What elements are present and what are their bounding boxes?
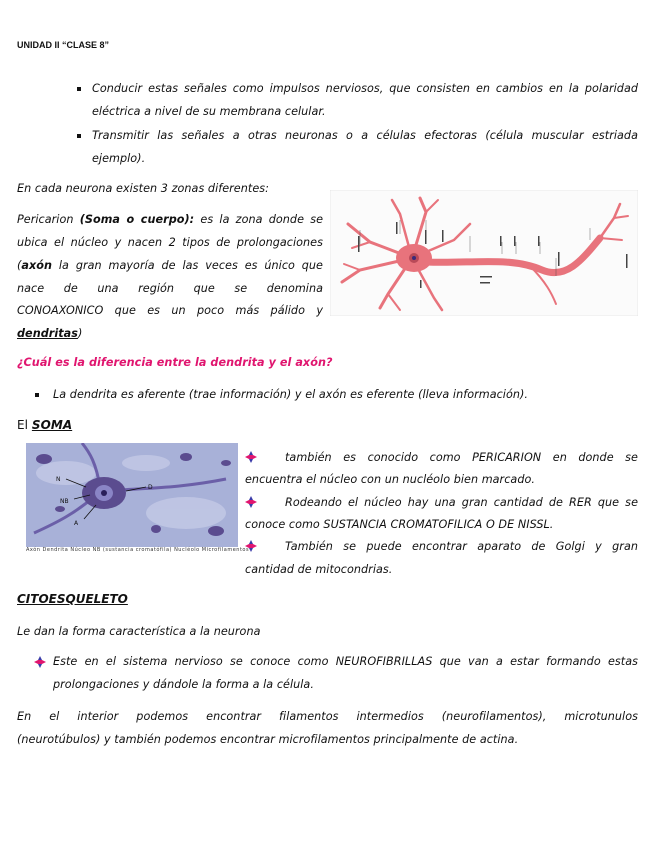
micrograph-caption: Axón Dendrita Núcleo NB (sustancia cromatófila) Nucléolo Microfilamentos [26,547,250,553]
citoesqueleto-subtitle: Le dan la forma característica a la neurona [17,625,261,638]
four-arrow-bullet-icon [245,496,257,508]
bullet-marker [35,393,39,397]
soma-point-2-line-1: Rodeando el núcleo hay una gran cantidad de RER que se [285,496,638,509]
four-arrow-bullet-icon [34,656,46,668]
pericarion-line-2: ubica el núcleo y nacen 2 tipos de prolongaciones [17,236,323,249]
dendritas-term: dendritas [17,327,78,340]
pericarion-line-3 [17,259,323,272]
bullet-1-line-1: Conducir estas señales como impulsos nerviosos, que consisten en cambios en la polaridad [92,82,638,95]
paren-close: ) [77,327,83,340]
four-arrow-bullet-icon [245,540,257,552]
citoesqueleto-para-line-2: (neurotúbulos) y también podemos encontrar microfilamentos principalmente de actina. [17,733,519,746]
bullet-2-line-1: Transmitir las señales a otras neuronas o a células efectoras (célula muscular estriada [92,129,638,142]
pericarion-line-5: CONOAXONICO que es un poco más pálido y [17,304,323,317]
micro-label-n: N [56,476,61,483]
question-heading: ¿Cuál es la diferencia entre la dendrita y el axón? [17,356,333,369]
soma-heading [17,418,72,432]
soma-bold: SOMA [31,418,73,432]
axon-term: axón [21,259,53,272]
pericarion-line-6 [17,327,82,340]
citoesqueleto-bullet-line-1: Este en el sistema nervioso se conoce como NEUROFIBRILLAS que van a estar formando estas [53,655,638,668]
micro-label-d: D [148,484,153,491]
citoesqueleto-heading: CITOESQUELETO [17,592,128,606]
bullet-marker [77,87,81,91]
soma-cuerpo: (Soma o cuerpo): [79,213,195,226]
neuron-illustration [330,190,638,316]
zones-intro: En cada neurona existen 3 zonas diferentes: [17,182,269,195]
soma-point-3-line-2: cantidad de mitocondrias. [245,563,393,576]
micro-label-nb: NB [60,498,69,505]
bullet-2-line-2: ejemplo). [92,152,146,165]
page-header: UNIDAD II “CLASE 8” [17,40,110,50]
soma-point-1-line-2: encuentra el núcleo con un nucléolo bien marcado. [245,473,535,486]
pericarion-term: Pericarion [17,213,80,226]
paren-open: ( [17,259,22,272]
soma-point-2-line-2: conoce como SUSTANCIA CROMATOFILICA O DE NISSL. [245,518,554,531]
soma-micrograph [26,443,238,547]
bullet-marker [77,134,81,138]
citoesqueleto-bullet-line-2: prolongaciones y dándole la forma a la célula. [53,678,314,691]
soma-point-3-line-1: También se puede encontrar aparato de Golgi y gran [285,540,638,553]
soma-prefix: El [17,418,32,432]
micro-label-a: A [74,520,79,527]
pericarion-line-4: nace de una región que se denomina [17,282,323,295]
pericarion-line-1 [17,213,323,226]
bullet-1-line-2: eléctrica a nivel de su membrana celular. [92,105,326,118]
pericarion-text: la gran mayoría de las veces es único que [52,259,323,272]
four-arrow-bullet-icon [245,451,257,463]
soma-point-1-line-1: también es conocido como PERICARION en donde se [285,451,638,464]
answer-bullet: La dendrita es aferente (trae información) y el axón es eferente (lleva información). [53,388,529,401]
citoesqueleto-para-line-1: En el interior podemos encontrar filamentos intermedios (neurofilamentos), microtunulos [17,710,638,723]
pericarion-text: es la zona donde se [194,213,323,226]
